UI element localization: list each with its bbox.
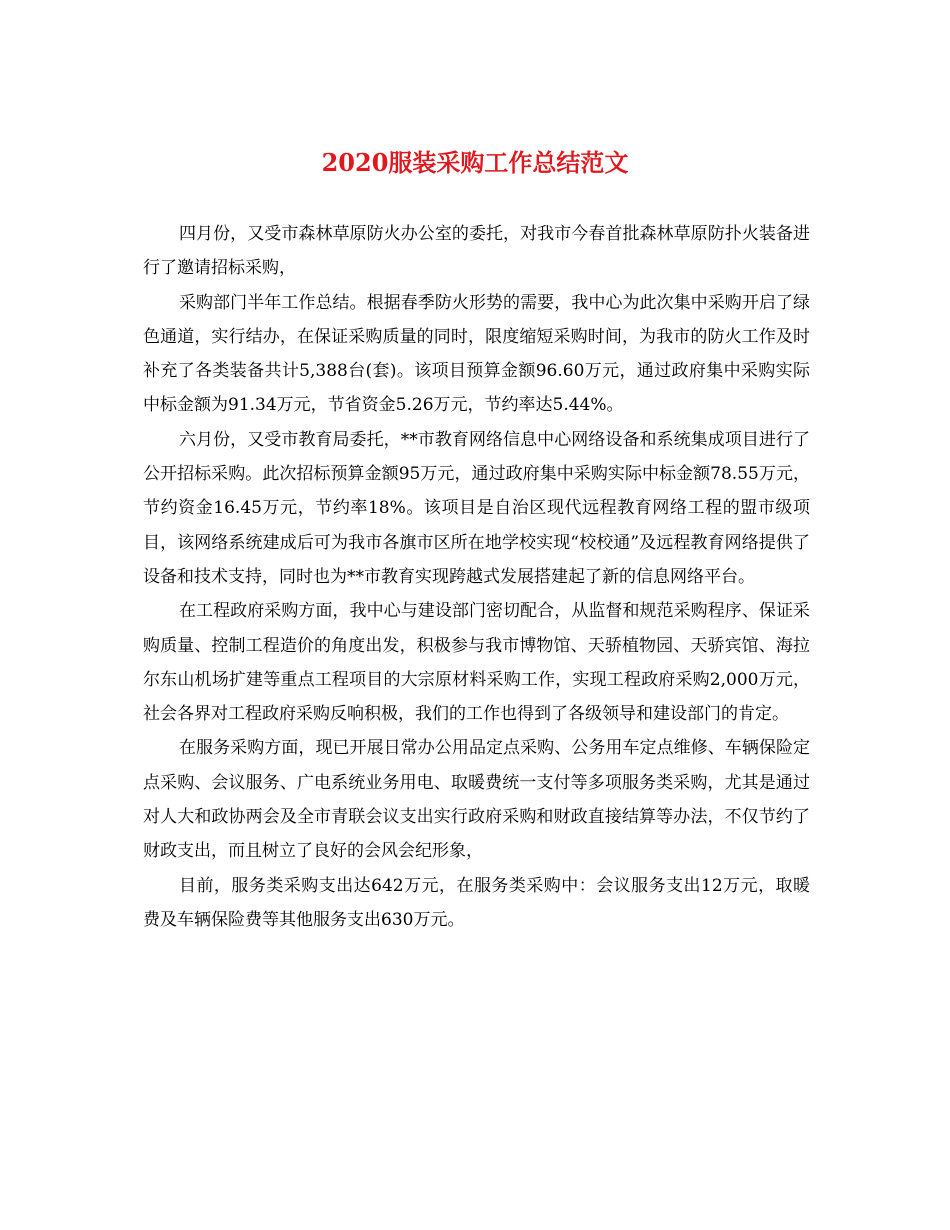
paragraph-summary: 采购部门半年工作总结。根据春季防火形势的需要，我中心为此次集中采购开启了绿色通道，实行结办，在保证采购质量的同时，限度缩短采购时间，为我市的防火工作及时补充了各类装备共计5,388台(套)。该项目预算金额96.60万元，通过政府集中采购实际中标金额为91.34万元，节省资金5.26万元，节约率达5.44%。 bbox=[143, 292, 810, 416]
paragraph-engineering: 在工程政府采购方面，我中心与建设部门密切配合，从监督和规范采购程序、保证采购质量、控制工程造价的角度出发，积极参与我市博物馆、天骄植物园、天骄宾馆、海拉尔东山机场扩建等重点工程项目的大宗原材料采购工作，实现工程政府采购2,000万元，社会各界对工程政府采购反响积极，我们的工作也得到了各级领导和建设部门的肯定。 bbox=[143, 601, 810, 725]
document-body bbox=[143, 217, 810, 937]
paragraph-services: 在服务采购方面，现已开展日常办公用品定点采购、公务用车定点维修、车辆保险定点采购、会议服务、广电系统业务用电、取暖费统一支付等多项服务类采购，尤其是通过对人大和政协两会及全市青联会议支出实行政府采购和财政直接结算等办法，不仅节约了财政支出，而且树立了良好的会风会纪形象， bbox=[143, 738, 810, 862]
paragraph-current: 目前，服务类采购支出达642万元，在服务类采购中：会议服务支出12万元，取暖费及车辆保险费等其他服务支出630万元。 bbox=[143, 875, 810, 930]
paragraph-june: 六月份，又受市教育局委托，**市教育网络信息中心网络设备和系统集成项目进行了公开招标采购。此次招标预算金额95万元，通过政府集中采购实际中标金额78.55万元，节约资金16.45万元，节约率18%。该项目是自治区现代远程教育网络工程的盟市级项目，该网络系统建成后可为我市各旗市区所在地学校实现“校校通”及远程教育网络提供了设备和技术支持，同时也为**市教育实现跨越式发展搭建起了新的信息网络平台。 bbox=[143, 429, 810, 587]
paragraph-april: 四月份，又受市森林草原防火办公室的委托，对我市今春首批森林草原防扑火装备进行了邀请招标采购， bbox=[143, 224, 810, 279]
document-title: 2020服装采购工作总结范文 bbox=[321, 148, 629, 177]
